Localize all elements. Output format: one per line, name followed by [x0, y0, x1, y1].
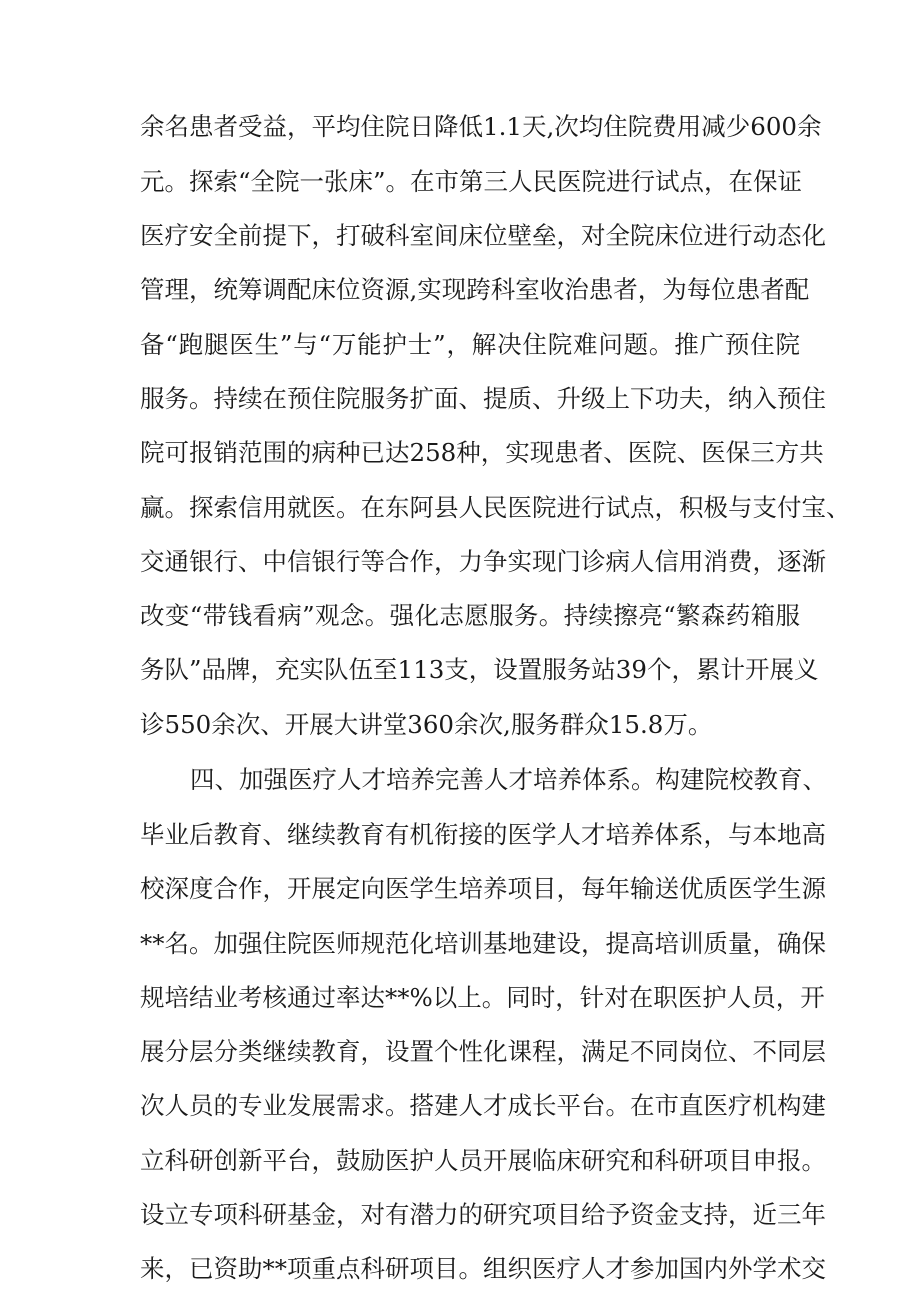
paragraph-2-line-3: 校深度合作，开展定向医学生培养项目，每年输送优质医学生源: [140, 874, 826, 903]
paragraph-1-line-10: 改变“带钱看病”观念。强化志愿服务。持续擦亮“繁森药箱服: [140, 601, 800, 630]
paragraph-1-line-8: 赢。探索信用就医。在东阿县人民医院进行试点，积极与支付宝、: [140, 493, 851, 522]
paragraph-2-line-1: 四、加强医疗人才培养完善人才培养体系。构建院校教育、: [190, 765, 827, 794]
paragraph-2-line-9: 设立专项科研基金，对有潜力的研究项目给予资金支持，近三年: [140, 1200, 826, 1229]
paragraph-2-line-8: 立科研创新平台，鼓励医护人员开展临床研究和科研项目申报。: [140, 1146, 826, 1175]
paragraph-1-line-3: 医疗安全前提下，打破科室间床位壁垒，对全院床位进行动态化: [140, 221, 826, 250]
paragraph-1-line-9: 交通银行、中信银行等合作，力争实现门诊病人信用消费，逐渐: [140, 547, 826, 576]
paragraph-1-line-2: 元。探索“全院一张床”。在市第三人民医院进行试点，在保证: [140, 167, 803, 196]
paragraph-2-line-2: 毕业后教育、继续教育有机衔接的医学人才培养体系，与本地高: [140, 820, 826, 849]
paragraph-1-line-1: 余名患者受益，平均住院日降低1.1天,次均住院费用减少600余: [140, 112, 822, 141]
paragraph-1-line-6: 服务。持续在预住院服务扩面、提质、升级上下功夫，纳入预住: [140, 384, 826, 413]
paragraph-1-line-11: 务队”品牌，充实队伍至113支，设置服务站39个，累计开展义: [140, 655, 819, 684]
paragraph-1-line-5: 备“跑腿医生”与“万能护士”，解决住院难问题。推广预住院: [140, 330, 800, 359]
paragraph-1-line-7: 院可报销范围的病种已达258种，实现患者、医院、医保三方共: [140, 438, 824, 467]
paragraph-1-line-12: 诊550余次、开展大讲堂360余次,服务群众15.8万。: [140, 710, 713, 739]
paragraph-2-line-4: **名。加强住院医师规范化培训基地建设，提高培训质量，确保: [140, 929, 826, 958]
paragraph-1-line-4: 管理，统筹调配床位资源,实现跨科室收治患者，为每位患者配: [140, 275, 810, 304]
paragraph-2-line-10: 来，已资助**项重点科研项目。组织医疗人才参加国内外学术交: [140, 1254, 826, 1283]
paragraph-2-line-7: 次人员的专业发展需求。搭建人才成长平台。在市直医疗机构建: [140, 1091, 826, 1120]
paragraph-2-line-6: 展分层分类继续教育，设置个性化课程，满足不同岗位、不同层: [140, 1037, 826, 1066]
paragraph-2-line-5: 规培结业考核通过率达**%以上。同时，针对在职医护人员，开: [140, 983, 825, 1012]
